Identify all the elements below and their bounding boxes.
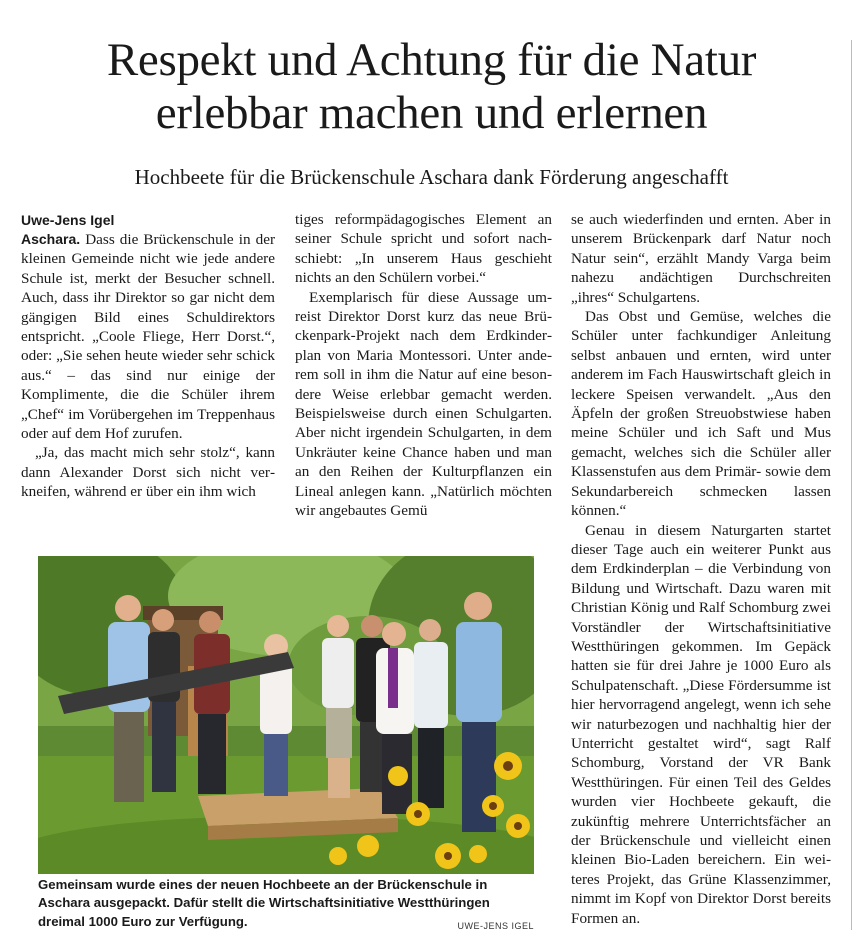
column-1-paragraph-1 <box>21 230 275 443</box>
headline-line-1: Respekt und Achtung für die Natur <box>106 34 757 86</box>
column-2-paragraph-2: Exemplarisch für diese Aussage umreist Direktor Dorst kurz das neue Brückenpark-Projekt nach dem Erdkinderplan von Maria Montessori. Unter anderem soll in ihm die Natur auf eine besondere Weise erlebbar gemacht werden. Beispielsweise durch einen Schulgarten. Aber nicht irgendein Schulgarten, in dem Unkräuter keine Chance haben und man an den Reihen der Kulturpflanzen ein Lineal anlegen kann. „Natürlich möchten wir angebautes Gemü <box>295 288 552 520</box>
column-3-paragraph-2: Das Obst und Gemüse, welches die Schüler unter fachkundiger Anleitung selbst anbauen und ernten, wird unter anderem im Fach Hauswirtschaft gleich in leckere Speisen verwandelt. „Aus den Äpfeln der großen Streuobstwiese haben meine Schüler und ich Saft und Mus gemacht, welches sich die Schüler aller Klassenstufen aus dem Primär- sowie dem Sekundarbereich schmecken lassen können.“ <box>571 308 831 520</box>
photo-caption-text: Gemeinsam wurde eines der neuen Hochbeete an der Brückenschule in Aschara ausgepackt. Dafür stellt die Wirtschaftsinitiative Westthüringen dreimal 1000 Euro zur Verfügung. <box>38 877 490 929</box>
headline-line-2: erlebbar machen und erlernen <box>155 87 708 139</box>
column-3-paragraph-1: se auch wiederfinden und ernten. Aber in unserem Brückenpark darf Natur noch Natur sein“, erzählt Mandy Varga beim nahezu andächtigen Durchschreiten „ihres“ Schulgartens. <box>571 211 831 306</box>
article-photo <box>38 556 534 874</box>
author-byline: Uwe-Jens Igel <box>21 212 115 228</box>
column-1-paragraph-1-text: Dass die Brückenschule in der kleinen Gemeinde nicht wie jede andere Schule ist, merkt der Besucher schnell. Auch, dass ihr Direktor so gar nicht dem gängigen Bild eines Schuldirektors entspricht. „Coole Fliege, Herr Dorst.“, oder: „Sie sehen heute wieder sehr schick aus.“ – das sind nur einige der Komplimente, die die Schüler ihrem „Chef“ im Vorübergehen im Treppenhaus oder auf dem Hof zurufen. <box>21 231 275 443</box>
article-column-1 <box>21 210 275 502</box>
dateline: Aschara. <box>21 231 81 247</box>
article-column-2 <box>295 210 552 521</box>
headline <box>20 34 843 140</box>
photo-credit: UWE-JENS IGEL <box>457 920 534 931</box>
article-column-3 <box>571 210 831 928</box>
subheadline: Hochbeete für die Brückenschule Aschara dank Förderung angeschafft <box>134 165 729 189</box>
column-3-paragraph-3: Genau in diesem Naturgarten startet dieser Tage auch ein weiterer Punkt aus dem Erdkinderplan – die Verbindung von Bildung und Wirtschaft. Dazu waren mit Christian König und Ralf Schomburg zwei Vorständler der Wirtschaftsinitiative Westthüringen gekommen. Im Gepäck hatten sie für drei Jahre je 1000 Euro als Schulpatenschaft. „Diese Fördersumme ist hier hervorragend angelegt, wenn ich sehe wir naturbezogen und nachhaltig hier der Unterricht gestaltet wird“, sagt Ralf Schomburg, Vorstand der VR Bank Westthüringen. Für einen Teil des Geldes wurden vier Hochbeete gekauft, die zukünftig mehrere Unterrichtsfächer an der Brückenschule und vielleicht einen kleinen Bio-Laden bereichern. Ein weiteres Projekt, das Grüne Klassenzimmer, nimmt im Kopf von Direktor Dorst bereits Formen an. <box>571 521 831 927</box>
photo-caption <box>38 876 534 935</box>
column-1-paragraph-2: „Ja, das macht mich sehr stolz“, kann dann Alexander Dorst sich nicht verkneifen, während er über ein ihm wich <box>21 444 275 501</box>
column-divider <box>851 40 852 930</box>
photo-illustration <box>38 556 534 874</box>
column-2-paragraph-1: tiges reformpädagogisches Element an seiner Schule spricht und sofort nachschiebt: „In unserem Haus geschieht nichts an den Schülern vorbei.“ <box>295 211 552 287</box>
